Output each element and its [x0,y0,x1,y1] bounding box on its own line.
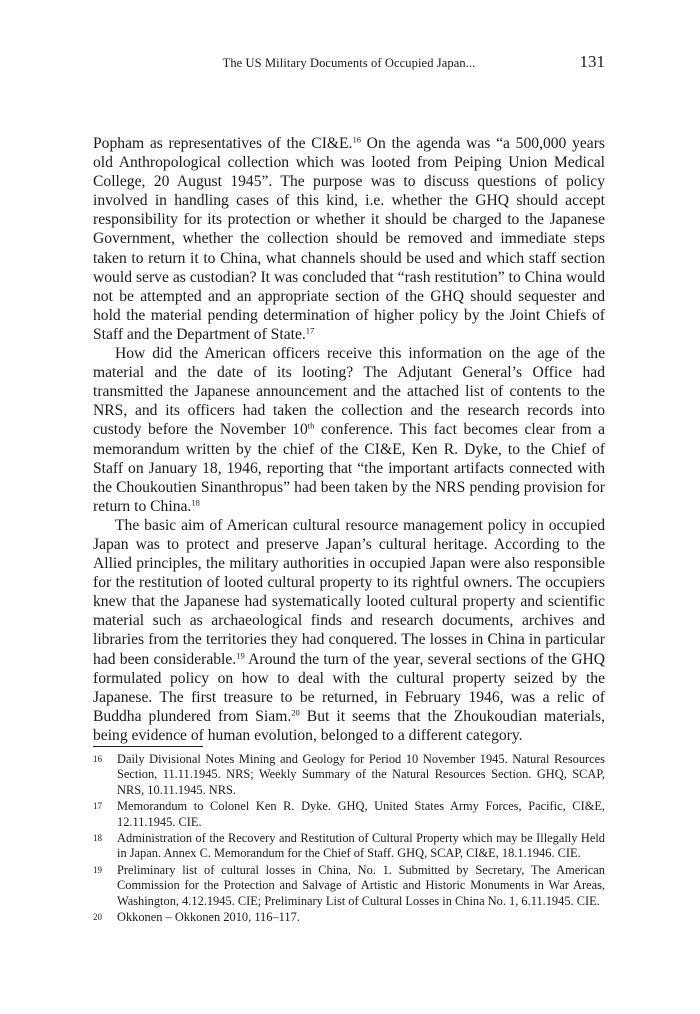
paragraph-3 [93,516,605,745]
text-run: But it seems that the Zhoukoudian materials, being evidence of human evolution, belonged to a different category. [93,707,606,744]
footnote-ref-19[interactable]: 19 [236,650,245,661]
footnote-number: 16 [93,754,102,764]
footnote-20 [93,910,605,925]
footnote-number: 20 [93,912,102,923]
footnote-text: Preliminary list of cultural losses in China, No. 1. Submitted by Secretary, The American Commission for the Protection and Salvage of Artistic and Historic Monuments in War Areas, Washington, 4.12.1945. CIE; Preliminary List of Cultural Losses in China No. 1, 6.11.1945. CIE. [117,862,605,908]
footnote-ref-20[interactable]: 20 [291,707,300,718]
footnote-text: Okkonen – Okkonen 2010, 116–117. [117,910,300,925]
paragraph-2 [93,344,605,516]
footnote-ref-16[interactable]: 16 [352,134,361,145]
running-head [93,52,605,74]
footnote-text: Memorandum to Colonel Ken R. Dyke. GHQ, United States Army Forces, Pacific, CI&E, 12.11.1945. CIE. [117,799,605,829]
footnote-number: 18 [93,833,102,844]
footnote-text: Administration of the Recovery and Restitution of Cultural Property which may be Illegally Held in Japan. Annex C. Memorandum for the Chief of Staff. GHQ, SCAP, CI&E, 18.1.1946. CIE. [117,831,605,861]
page-number: 131 [579,52,605,71]
footnote-ref-18[interactable]: 18 [191,497,200,508]
text-run: Around the turn of the year, several sections of the GHQ formulated policy on how to deal with the cultural property seized by the Japanese. The first treasure to be returned, in February 1946, was a relic of Buddha plundered from Siam. [93,650,605,725]
footnote-text: Daily Divisional Notes Mining and Geology for Period 10 November 1945. Natural Resources Section, 11.11.1945. NRS; Weekly Summary of the Natural Resources Section. GHQ, SCAP, NRS, 10.11.1945. NRS. [117,752,605,797]
text-run: conference. This fact becomes clear from a memorandum written by the chief of the CI&E, Ken R. Dyke, to the Chief of Staff on January 18, 1946, reporting that “the important artifacts connected with the Choukoutien Sinanthropus” had been taken by the NRS pending provision for return to China. [93,421,605,515]
footnote-number: 19 [93,864,102,875]
footnote-number: 17 [93,801,102,812]
text-run: The basic aim of American cultural resource management policy in occupied Japan was to protect and preserve Japan’s cultural heritage. According to the Allied principles, the military authorities in occupied Japan were also responsible for the restitution of looted cultural property to its rightful owners. The occupiers knew that the Japanese had systematically looted cultural property and scientific material such as archaeological finds and research documents, archives and libraries from the territories they had conquered. The losses in China in particular had been considerable. [93,516,605,668]
ordinal-suffix: th [307,420,315,431]
text-run: On the agenda was “a 500,000 years old Anthropological collection which was looted from Peiping Union Medical College, 20 August 1945”. The purpose was to discuss questions of policy involved in handling cases of this kind, i.e. whether the GHQ should accept responsibility for its protection or whether it should be charged to the Japanese Government, whether the collection should be removed and immediate steps taken to return it to China, what channels should be used and which staff section would serve as custodian? It was concluded that “rash restitution” to China would not be attempted and an appropriate section of the GHQ should sequester and hold the material pending determination of higher policy by the Joint Chiefs of Staff and the Department of State. [93,135,605,343]
paragraph-1 [93,134,605,344]
body-text [93,134,605,745]
footnote-divider [93,746,203,747]
text-run: How did the American officers receive this information on the age of the material and the date of its looting? The Adjutant General’s Office had transmitted the Japanese announcement and the attached list of contents to the NRS, and its officers had taken the collection and the research records into custody before the November 10 [93,345,605,439]
footnotes [93,752,605,926]
text-run: Popham as representatives of the CI&E. [93,135,353,152]
footnote-16 [93,752,605,798]
footnote-19 [93,863,605,909]
footnote-17 [93,799,605,830]
footnote-ref-17[interactable]: 17 [305,325,315,336]
running-title: The US Military Documents of Occupied Japan... [222,56,476,70]
footnote-18 [93,831,605,862]
